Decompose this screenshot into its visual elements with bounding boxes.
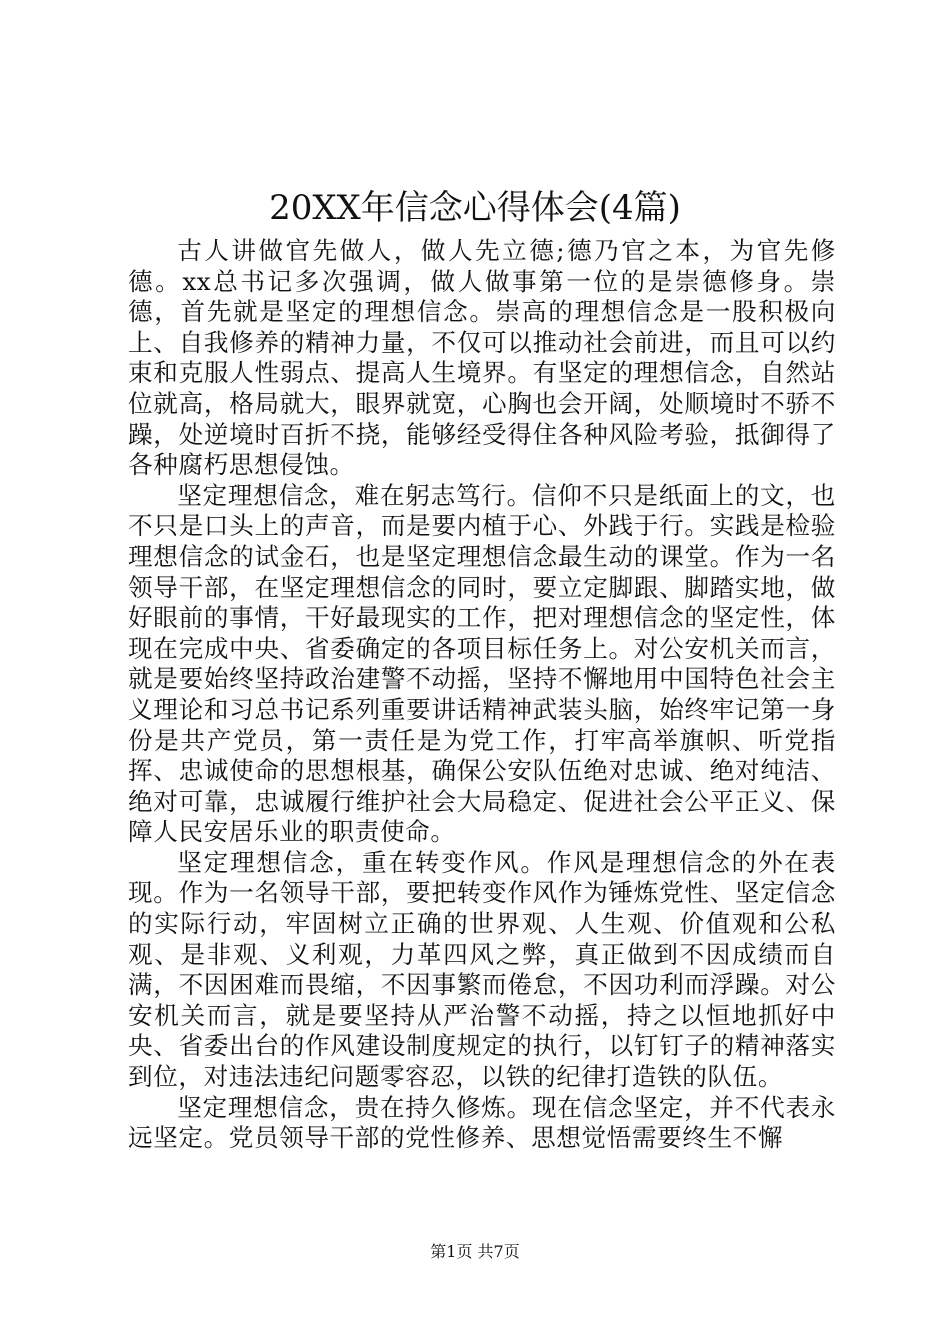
document-body [128, 236, 836, 1186]
paragraph-3: 坚定理想信念，重在转变作风。作风是理想信念的外在表现。作为一名领导干部，要把转变作风作为锤炼党性、坚定信念的实际行动，牢固树立正确的世界观、人生观、价值观和公私观、是非观、义利观，力革四风之弊，真正做到不因成绩而自满，不因困难而畏缩，不因事繁而倦怠，不因功利而浮躁。对公安机关而言，就是要坚持从严治警不动摇，持之以恒地抓好中央、省委出台的作风建设制度规定的执行，以钉钉子的精神落实到位，对违法违纪问题零容忍，以铁的纪律打造铁的队伍。 [128, 847, 836, 1092]
paragraph-4: 坚定理想信念，贵在持久修炼。现在信念坚定，并不代表永远坚定。党员领导干部的党性修养、思想觉悟需要终生不懈 [128, 1092, 836, 1153]
page-number-footer: 第1页 共7页 [430, 1242, 520, 1261]
document-title: 20XX年信念心得体会(4篇) [269, 188, 681, 228]
paragraph-1: 古人讲做官先做人，做人先立德;德乃官之本，为官先修德。xx总书记多次强调，做人做事第一位的是崇德修身。崇德，首先就是坚定的理想信念。崇高的理想信念是一股积极向上、自我修养的精神力量，不仅可以推动社会前进，而且可以约束和克服人性弱点、提高人生境界。有坚定的理想信念，自然站位就高，格局就大，眼界就宽，心胸也会开阔，处顺境时不骄不躁，处逆境时百折不挠，能够经受得住各种风险考验，抵御得了各种腐朽思想侵蚀。 [128, 236, 836, 480]
paragraph-2: 坚定理想信念，难在躬志笃行。信仰不只是纸面上的文，也不只是口头上的声音，而是要内植于心、外践于行。实践是检验理想信念的试金石，也是坚定理想信念最生动的课堂。作为一名领导干部，在坚定理想信念的同时，要立定脚跟、脚踏实地，做好眼前的事情，干好最现实的工作，把对理想信念的坚定性，体现在完成中央、省委确定的各项目标任务上。对公安机关而言，就是要始终坚持政治建警不动摇，坚持不懈地用中国特色社会主义理论和习总书记系列重要讲话精神武装头脑，始终牢记第一身份是共产党员，第一责任是为党工作，打牢高举旗帜、听党指挥、忠诚使命的思想根基，确保公安队伍绝对忠诚、绝对纯洁、绝对可靠，忠诚履行维护社会大局稳定、促进社会公平正义、保障人民安居乐业的职责使命。 [128, 480, 836, 847]
